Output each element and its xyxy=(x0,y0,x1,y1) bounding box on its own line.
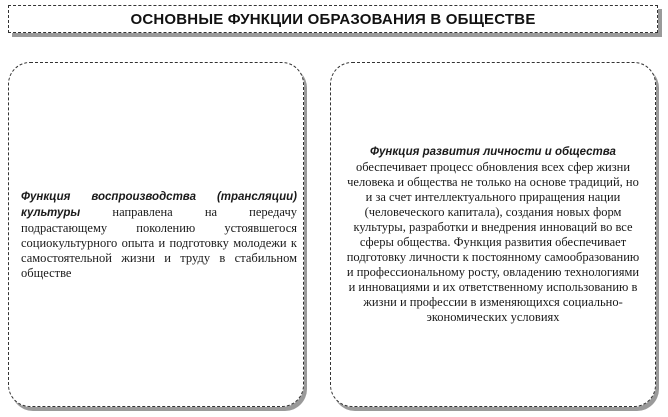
development-function-card xyxy=(330,62,656,407)
reproduction-function-term: Функция воспроизводства (трансляции) культуры xyxy=(21,190,297,219)
page-title: ОСНОВНЫЕ ФУНКЦИИ ОБРАЗОВАНИЯ В ОБЩЕСТВЕ xyxy=(130,10,536,28)
development-function-term: Функция развития личности и общества xyxy=(370,146,616,158)
development-function-text xyxy=(345,144,641,325)
reproduction-function-description: направлена на передачу подрастающему поколению устоявшегося социокультурного опыта и подготовку молодежи к самостоятельной жизни и труду в стабильном обществе xyxy=(21,204,297,280)
title-banner xyxy=(8,5,658,33)
reproduction-function-text xyxy=(21,189,297,281)
reproduction-function-card xyxy=(8,62,304,407)
development-function-description: обеспечивает процесс обновления всех сфер жизни человека и общества не только на основе традиций, но и за счет интеллектуального приращения нации (человеческого капитала), создания новых форм культуры, разработки и внедрения инноваций во все сферы общества. Функция развития обеспечивает подготовку личности к постоянному самообразованию и профессиональному росту, овладению технологиями и инновациями и их ответственному использованию в жизни и профессии в изменяющихся социально-экономических условиях xyxy=(346,160,640,324)
